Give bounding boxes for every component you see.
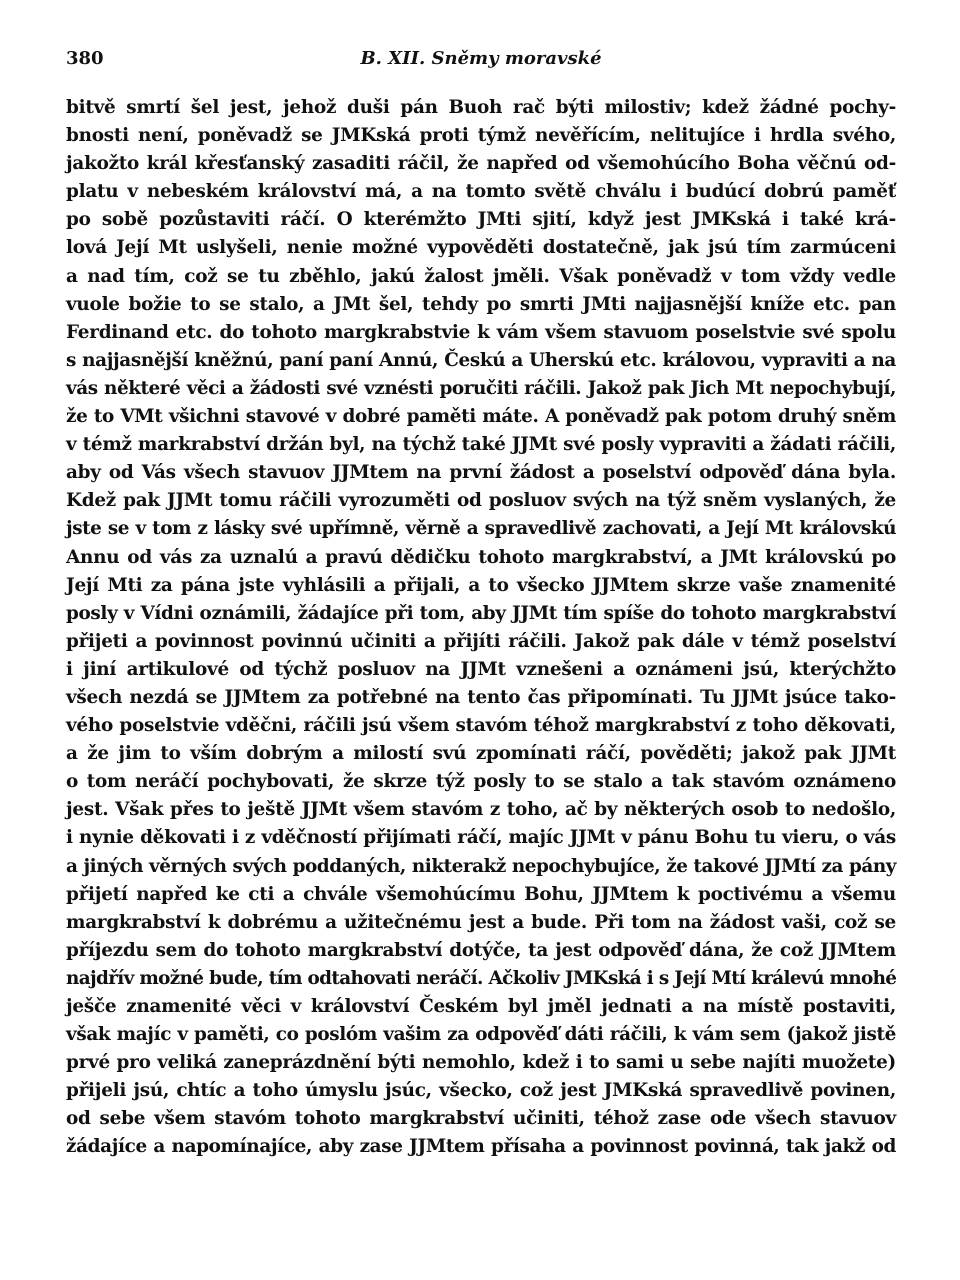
- text-line: Její Mti za pána jste vyhlásili a přijali, a to všecko JJMtem skrze vaše znamenité: [66, 574, 896, 596]
- text-line: Kdež pak JJMt tomu ráčili vyrozuměti od posluov svých na týž sněm vyslaných, že: [66, 490, 896, 512]
- text-line: a že jim to vším dobrým a milostí svú zpomínati ráčí, pověděti; jakož pak JJMt: [66, 743, 896, 765]
- text-line: margkrabství k dobrému a užitečnému jest a bude. Při tom na žádost vaši, což se: [66, 911, 896, 933]
- text-line: vuole božie to se stalo, a JMt šel, tehdy po smrti JMti najjasnější kníže etc. pan: [66, 293, 896, 315]
- text-line: všech nezdá se JJMtem za potřebné na tento čas připomínati. Tu JJMt jsúce tako-: [66, 686, 896, 708]
- running-head: [66, 44, 896, 84]
- text-line: přijeti a povinnost povinnú učiniti a přijíti ráčili. Jakož pak dále v témž poselství: [66, 630, 896, 652]
- text-line: najdřív možné bude, tím odtahovati neráčí. Ačkoliv JMKská i s Její Mtí králevú mnohé: [66, 967, 897, 989]
- text-line: aby od Vás všech stavuov JJMtem na první žádost a poselství odpověď dána byla.: [66, 462, 896, 484]
- text-line: Ferdinand etc. do tohoto margkrabstvie k vám všem stavuom poselstvie své spolu: [66, 321, 896, 343]
- text-line: přijetí napřed ke cti a chvále všemohúcímu Bohu, JJMtem k poctivému a všemu: [66, 883, 896, 905]
- text-line: jest. Však přes to ještě JJMt všem stavóm z toho, ač by některých osob to nedošlo,: [66, 799, 896, 821]
- text-line: přijeli jsú, chtíc a toho úmyslu jsúc, všecko, což jest JMKská spravedlivě povinen,: [66, 1080, 896, 1102]
- text-line: jakožto král křesťanský zasaditi ráčil, že napřed od všemohúcího Boha věčnú od-: [66, 153, 896, 175]
- text-line: i nynie děkovati i z vděčností přijímati ráčí, majíc JJMt v pánu Bohu tu vieru, o vás: [66, 827, 896, 849]
- text-line: s najjasnější kněžnú, paní paní Annú, Českú a Uherskú etc. královou, vypraviti a na: [66, 349, 896, 371]
- text-line: vého poselstvie vděčni, ráčili jsú všem stavóm téhož margkrabství z toho děkovati,: [66, 715, 896, 737]
- text-line: a jiných věrných svých poddaných, nikterakž nepochybujíce, že takové JJMtí za pány: [66, 855, 896, 877]
- text-line: prvé pro veliká zaneprázdnění býti nemohlo, kdež i to sami u sebe najíti muožete): [66, 1052, 896, 1074]
- text-line: jste se v tom z lásky své upřímně, věrně a spravedlivě zachovati, a Její Mt královskú: [66, 518, 896, 540]
- text-line: že to VMt všichni stavové v dobré paměti máte. A poněvadž pak potom druhý sněm: [66, 406, 896, 428]
- text-line: v témž markrabství držán byl, na týchž také JJMt své posly vypraviti a žádati ráčili,: [66, 434, 896, 456]
- running-title: B. XII. Sněmy moravské: [360, 48, 602, 69]
- text-line: platu v nebeském království má, a na tomto světě chválu i budúcí dobrú paměť: [66, 181, 896, 203]
- text-line: Annu od vás za uznalú a pravú dědičku tohoto margkrabství, a JMt královskú po: [66, 546, 896, 568]
- text-line: a nad tím, což se tu zběhlo, jakú žalost jměli. Však poněvadž v tom vždy vedle: [66, 265, 896, 287]
- text-line: lová Její Mt uslyšeli, nenie možné vypověděti dostatečně, jak jsú tím zarmúceni: [66, 237, 896, 259]
- body-text: [66, 94, 896, 1162]
- text-line: posly v Vídni oznámili, žádajíce při tom, aby JJMt tím spíše do tohoto margkrabství: [66, 602, 896, 624]
- text-line: i jiní artikulové od týchž posluov na JJMt vznešeni a oznámeni jsú, kterýchžto: [66, 658, 896, 680]
- text-line: žádajíce a napomínajíce, aby zase JJMtem přísaha a povinnost povinná, tak jakž od: [66, 1136, 896, 1158]
- text-line: vás některé věci a žádosti své vznésti poručiti ráčili. Jakož pak Jich Mt nepochybují,: [66, 377, 896, 399]
- text-line: bnosti není, poněvadž se JMKská proti týmž nevěřícím, nelitujíce i hrdla svého,: [66, 125, 896, 147]
- text-line: od sebe všem stavóm tohoto margkrabství učiniti, téhož zase ode všech stavuov: [66, 1108, 896, 1130]
- text-line: po sobě pozůstaviti ráčí. O kterémžto JMti sjití, když jest JMKská i také krá-: [66, 209, 896, 231]
- text-line: bitvě smrtí šel jest, jehož duši pán Buoh rač býti milostiv; kdež žádné pochy-: [66, 97, 896, 118]
- text-line: o tom neráčí pochybovati, že skrze týž posly to se stalo a tak stavóm oznámeno: [66, 771, 896, 793]
- text-line: příjezdu sem do tohoto margkrabství dotýče, ta jest odpověď dána, že což JJMtem: [66, 939, 896, 961]
- text-line: však majíc v paměti, co poslóm vašim za odpověď dáti ráčili, k vám sem (jakož jistě: [66, 1024, 896, 1046]
- document-page: [66, 44, 896, 1162]
- text-line: ješče znamenité věci v království Českém byl jměl jednati a na místě postaviti,: [66, 996, 896, 1017]
- page-number: 380: [66, 48, 104, 69]
